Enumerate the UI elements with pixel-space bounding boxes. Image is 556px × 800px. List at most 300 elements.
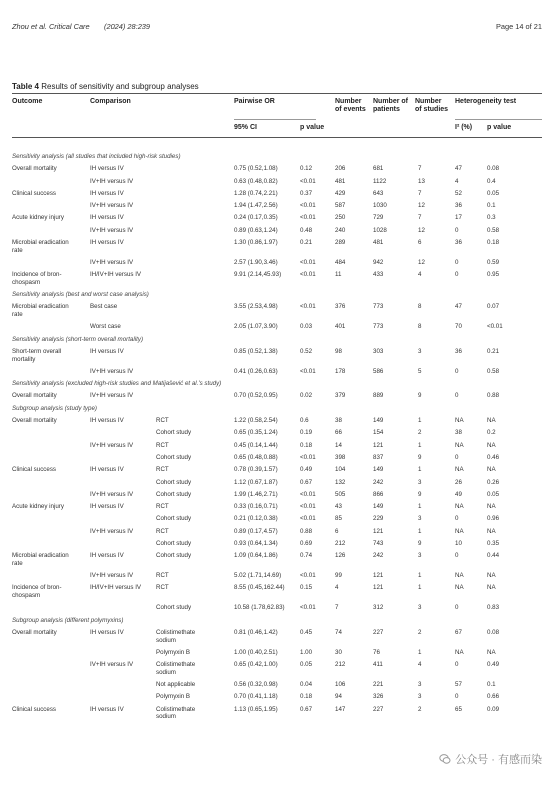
table-row (12, 323, 542, 335)
ci-cell: 9.91 (2.14,45.93) (234, 271, 282, 279)
table-row (12, 661, 542, 681)
col-outcome: Outcome (12, 98, 43, 105)
patients-cell: 837 (373, 453, 384, 461)
events-cell: 289 (335, 239, 346, 247)
patients-cell: 743 (373, 539, 384, 547)
patients-cell: 121 (373, 572, 384, 580)
table-row (12, 479, 542, 491)
comparison-cell: IH versus IV (90, 705, 124, 713)
section-label: Sensitivity analysis (excluded high-risk studies and Matijašević et al.'s study) (12, 380, 222, 388)
pvalue-cell: 0.74 (300, 552, 313, 560)
comparison-cell: Worst case (90, 323, 121, 331)
i2-cell: 70 (455, 323, 462, 331)
pvalue-cell: 0.6 (300, 417, 309, 425)
patients-cell: 433 (373, 271, 384, 279)
pairwise-subrule (234, 119, 316, 120)
table-row (12, 552, 542, 572)
pvalue-cell: 0.45 (300, 628, 313, 636)
studies-cell: 1 (418, 503, 422, 511)
patients-cell: 942 (373, 258, 384, 266)
patients-cell: 866 (373, 490, 384, 498)
het-pvalue-cell: 0.88 (487, 392, 500, 400)
comparison-cell: IV+IH versus IV (90, 490, 134, 498)
ci-cell: 10.58 (1.78,62.83) (234, 604, 285, 612)
table-row (12, 491, 542, 503)
i2-cell: NA (455, 572, 464, 580)
outcome-cell: Short-term overall mortality (12, 347, 62, 363)
table-header-rule (12, 137, 542, 138)
ci-cell: 1.94 (1.47,2.56) (234, 202, 278, 210)
table-row (12, 227, 542, 239)
studies-cell: 1 (418, 527, 422, 535)
subgroup-cell: RCT (156, 441, 169, 449)
ci-cell: 0.75 (0.52,1.08) (234, 165, 278, 173)
ci-cell: 0.85 (0.52,1.38) (234, 347, 278, 355)
page-header (12, 22, 542, 34)
studies-cell: 3 (418, 515, 422, 523)
heterogeneity-subrule (455, 119, 542, 120)
pvalue-cell: 0.37 (300, 189, 313, 197)
table-row (12, 681, 542, 693)
table-row (12, 706, 542, 726)
comparison-cell: IH versus IV (90, 552, 124, 560)
section-row (12, 380, 542, 392)
i2-cell: NA (455, 527, 464, 535)
subgroup-cell: Cohort study (156, 515, 192, 523)
i2-cell: 36 (455, 239, 462, 247)
ci-cell: 1.99 (1.46,2.71) (234, 490, 278, 498)
i2-cell: NA (455, 584, 464, 592)
patients-cell: 326 (373, 693, 384, 701)
het-pvalue-cell: 0.96 (487, 515, 500, 523)
patients-cell: 154 (373, 429, 384, 437)
events-cell: 14 (335, 441, 342, 449)
events-cell: 587 (335, 202, 346, 210)
het-pvalue-cell: 0.58 (487, 367, 500, 375)
het-pvalue-cell: NA (487, 527, 496, 535)
section-row (12, 153, 542, 165)
subgroup-cell: Cohort study (156, 490, 192, 498)
section-label: Subgroup analysis (study type) (12, 404, 97, 412)
studies-cell: 9 (418, 490, 422, 498)
section-row (12, 617, 542, 629)
subgroup-cell: Colistimethate sodium (156, 705, 196, 721)
het-pvalue-cell: NA (487, 572, 496, 580)
subgroup-cell: RCT (156, 417, 169, 425)
comparison-cell: IV+IH versus IV (90, 177, 134, 185)
table-row (12, 466, 542, 478)
studies-cell: 3 (418, 347, 422, 355)
events-cell: 240 (335, 226, 346, 234)
i2-cell: NA (455, 503, 464, 511)
events-cell: 250 (335, 214, 346, 222)
table-row (12, 649, 542, 661)
studies-cell: 3 (418, 604, 422, 612)
table-row (12, 239, 542, 259)
i2-cell: 38 (455, 429, 462, 437)
table-row (12, 454, 542, 466)
subgroup-cell: RCT (156, 527, 169, 535)
pvalue-cell: <0.01 (300, 202, 316, 210)
comparison-cell: Best case (90, 303, 118, 311)
het-pvalue-cell: 0.66 (487, 693, 500, 701)
subgroup-cell: Cohort study (156, 453, 192, 461)
subgroup-cell: Not applicable (156, 681, 196, 689)
studies-cell: 12 (418, 226, 425, 234)
i2-cell: 67 (455, 628, 462, 636)
het-pvalue-cell: NA (487, 417, 496, 425)
pvalue-cell: 0.05 (300, 661, 313, 669)
ci-cell: 2.05 (1.07,3.90) (234, 323, 278, 331)
ci-cell: 0.21 (0.12,0.38) (234, 515, 278, 523)
patients-cell: 1122 (373, 177, 387, 185)
events-cell: 505 (335, 490, 346, 498)
i2-cell: 47 (455, 165, 462, 173)
studies-cell: 8 (418, 323, 422, 331)
events-cell: 212 (335, 539, 346, 547)
events-cell: 376 (335, 303, 346, 311)
results-table (12, 153, 542, 726)
events-cell: 66 (335, 429, 342, 437)
patients-cell: 303 (373, 347, 384, 355)
i2-cell: 65 (455, 705, 462, 713)
col-heterogeneity: Heterogeneity test (455, 98, 517, 105)
section-row (12, 291, 542, 303)
het-pvalue-cell: 0.05 (487, 490, 500, 498)
subgroup-cell: RCT (156, 466, 169, 474)
events-cell: 99 (335, 572, 342, 580)
table-row (12, 202, 542, 214)
table-row (12, 540, 542, 552)
patients-cell: 312 (373, 604, 384, 612)
table-row (12, 515, 542, 527)
journal-name: Zhou et al. Critical Care (12, 22, 90, 31)
het-pvalue-cell: NA (487, 648, 496, 656)
table-row (12, 165, 542, 177)
pvalue-cell: <0.01 (300, 177, 316, 185)
section-label: Sensitivity analysis (best and worst case analysis) (12, 291, 149, 299)
studies-cell: 7 (418, 214, 422, 222)
het-pvalue-cell: 0.2 (487, 429, 496, 437)
i2-cell: 47 (455, 303, 462, 311)
events-cell: 38 (335, 417, 342, 425)
ci-cell: 3.55 (2.53,4.98) (234, 303, 278, 311)
pvalue-cell: <0.01 (300, 490, 316, 498)
table-row (12, 528, 542, 540)
patients-cell: 221 (373, 681, 384, 689)
studies-cell: 1 (418, 584, 422, 592)
studies-cell: 5 (418, 367, 422, 375)
studies-cell: 3 (418, 681, 422, 689)
subgroup-cell: Cohort study (156, 552, 192, 560)
i2-cell: 0 (455, 258, 459, 266)
table-row (12, 429, 542, 441)
events-cell: 401 (335, 323, 346, 331)
pvalue-cell: <0.01 (300, 367, 316, 375)
pvalue-cell: <0.01 (300, 258, 316, 266)
ci-cell: 0.56 (0.32,0.98) (234, 681, 278, 689)
i2-cell: 26 (455, 478, 462, 486)
i2-cell: 36 (455, 202, 462, 210)
comparison-cell: IH versus IV (90, 503, 124, 511)
events-cell: 74 (335, 628, 342, 636)
table-row (12, 259, 542, 271)
table-row (12, 584, 542, 604)
table-row (12, 503, 542, 515)
pvalue-cell: 0.49 (300, 466, 313, 474)
outcome-cell: Microbial eradication rate (12, 303, 69, 319)
comparison-cell: IH versus IV (90, 214, 124, 222)
pvalue-cell: 0.67 (300, 705, 313, 713)
studies-cell: 9 (418, 392, 422, 400)
het-pvalue-cell: 0.4 (487, 177, 496, 185)
comparison-cell: IV+IH versus IV (90, 527, 134, 535)
studies-cell: 2 (418, 705, 422, 713)
het-pvalue-cell: 0.08 (487, 165, 500, 173)
pvalue-cell: 0.03 (300, 323, 313, 331)
het-pvalue-cell: 0.46 (487, 453, 500, 461)
watermark-text: 公众号 · 有感而染 (455, 754, 542, 766)
table-row (12, 392, 542, 404)
pvalue-cell: 0.67 (300, 478, 313, 486)
het-pvalue-cell: 0.26 (487, 478, 500, 486)
section-row (12, 336, 542, 348)
events-cell: 178 (335, 367, 346, 375)
het-pvalue-cell: 0.95 (487, 271, 500, 279)
subgroup-cell: RCT (156, 503, 169, 511)
studies-cell: 2 (418, 628, 422, 636)
ci-cell: 1.00 (0.40,2.51) (234, 648, 278, 656)
subgroup-cell: RCT (156, 572, 169, 580)
ci-cell: 0.89 (0.17,4.57) (234, 527, 278, 535)
studies-cell: 9 (418, 453, 422, 461)
section-row (12, 405, 542, 417)
het-pvalue-cell: 0.05 (487, 189, 500, 197)
patients-cell: 411 (373, 661, 383, 669)
studies-cell: 1 (418, 417, 422, 425)
het-pvalue-cell: 0.59 (487, 258, 500, 266)
ci-cell: 8.55 (0.45,162.44) (234, 584, 285, 592)
comparison-cell: IH versus IV (90, 466, 124, 474)
comparison-cell: IV+IH versus IV (90, 572, 134, 580)
ci-cell: 1.22 (0.58,2.54) (234, 417, 278, 425)
table-title: Results of sensitivity and subgroup analyses (41, 82, 199, 91)
outcome-cell: Clinical success (12, 705, 57, 713)
studies-cell: 7 (418, 165, 422, 173)
table-row (12, 190, 542, 202)
events-cell: 126 (335, 552, 346, 560)
page-number: Page 14 of 21 (495, 22, 542, 31)
col-i2: I² (%) (455, 124, 473, 131)
comparison-cell: IH versus IV (90, 189, 124, 197)
studies-cell: 12 (418, 258, 425, 266)
comparison-cell: IH versus IV (90, 165, 124, 173)
patients-cell: 242 (373, 552, 384, 560)
ci-cell: 0.41 (0.26,0.63) (234, 367, 278, 375)
section-label: Sensitivity analysis (short-term overall mortality) (12, 335, 144, 343)
col-het-pvalue: p value (487, 124, 512, 131)
events-cell: 94 (335, 693, 342, 701)
pvalue-cell: <0.01 (300, 572, 316, 580)
subgroup-cell: Colistimethate sodium (156, 661, 196, 676)
i2-cell: 17 (455, 214, 462, 222)
table-row (12, 442, 542, 454)
outcome-cell: Overall mortality (12, 628, 57, 636)
het-pvalue-cell: 0.08 (487, 628, 500, 636)
events-cell: 147 (335, 705, 346, 713)
patients-cell: 227 (373, 628, 384, 636)
comparison-cell: IV+IH versus IV (90, 661, 134, 669)
pvalue-cell: 0.04 (300, 681, 313, 689)
events-cell: 6 (335, 527, 339, 535)
comparison-cell: IH versus IV (90, 417, 124, 425)
watermark (439, 752, 542, 766)
comparison-cell: IV+IH versus IV (90, 441, 134, 449)
table-row (12, 303, 542, 323)
events-cell: 429 (335, 189, 346, 197)
pvalue-cell: 0.18 (300, 441, 313, 449)
comparison-cell: IH/IV+IH versus IV (90, 271, 142, 279)
comparison-cell: IV+IH versus IV (90, 202, 134, 210)
het-pvalue-cell: 0.44 (487, 552, 500, 560)
ci-cell: 0.24 (0.17,0.35) (234, 214, 278, 222)
patients-cell: 229 (373, 515, 384, 523)
comparison-cell: IV+IH versus IV (90, 367, 134, 375)
col-events: Number of events (335, 98, 366, 113)
het-pvalue-cell: 0.35 (487, 539, 500, 547)
i2-cell: NA (455, 441, 464, 449)
i2-cell: 0 (455, 271, 459, 279)
pvalue-cell: 1.00 (300, 648, 313, 656)
studies-cell: 13 (418, 177, 425, 185)
col-studies: Number of studies (415, 98, 449, 113)
table-row (12, 417, 542, 429)
het-pvalue-cell: 0.1 (487, 681, 496, 689)
table-top-rule (12, 93, 542, 94)
i2-cell: 57 (455, 681, 462, 689)
i2-cell: 0 (455, 515, 459, 523)
ci-cell: 0.81 (0.46,1.42) (234, 628, 278, 636)
table-row (12, 214, 542, 226)
ci-cell: 0.93 (0.64,1.34) (234, 539, 278, 547)
events-cell: 206 (335, 165, 346, 173)
patients-cell: 729 (373, 214, 384, 222)
i2-cell: 0 (455, 604, 459, 612)
comparison-cell: IV+IH versus IV (90, 392, 134, 400)
i2-cell: NA (455, 417, 464, 425)
het-pvalue-cell: 0.58 (487, 226, 500, 234)
ci-cell: 0.70 (0.41,1.18) (234, 693, 278, 701)
events-cell: 11 (335, 271, 342, 279)
het-pvalue-cell: NA (487, 503, 496, 511)
i2-cell: 0 (455, 693, 459, 701)
pvalue-cell: <0.01 (300, 214, 316, 222)
patients-cell: 121 (373, 584, 384, 592)
ci-cell: 0.70 (0.52,0.95) (234, 392, 278, 400)
pvalue-cell: 0.02 (300, 392, 313, 400)
i2-cell: 0 (455, 367, 459, 375)
pvalue-cell: <0.01 (300, 271, 316, 279)
studies-cell: 9 (418, 539, 422, 547)
outcome-cell: Acute kidney injury (12, 214, 64, 222)
ci-cell: 0.65 (0.48,0.88) (234, 453, 278, 461)
col-patients: Number of patients (373, 98, 408, 113)
table-row (12, 348, 542, 368)
i2-cell: NA (455, 648, 464, 656)
journal-citation: (2024) 28:239 (104, 22, 151, 31)
wechat-icon (439, 753, 451, 765)
ci-cell: 1.30 (0.86,1.97) (234, 239, 278, 247)
studies-cell: 2 (418, 429, 422, 437)
ci-cell: 1.12 (0.67,1.87) (234, 478, 278, 486)
table-row (12, 629, 542, 649)
subgroup-cell: RCT (156, 584, 169, 592)
het-pvalue-cell: 0.18 (487, 239, 500, 247)
i2-cell: 0 (455, 552, 459, 560)
patients-cell: 149 (373, 503, 384, 511)
patients-cell: 643 (373, 189, 384, 197)
patients-cell: 76 (373, 648, 380, 656)
i2-cell: 36 (455, 347, 462, 355)
comparison-cell: IH versus IV (90, 347, 124, 355)
outcome-cell: Clinical success (12, 466, 57, 474)
ci-cell: 0.63 (0.48,0.82) (234, 177, 278, 185)
section-label: Subgroup analysis (different polymyxins) (12, 616, 124, 624)
het-pvalue-cell: 0.3 (487, 214, 496, 222)
pvalue-cell: 0.19 (300, 429, 313, 437)
ci-cell: 5.02 (1.71,14.69) (234, 572, 282, 580)
patients-cell: 121 (373, 527, 384, 535)
studies-cell: 3 (418, 552, 422, 560)
subgroup-cell: Colistimethate sodium (156, 628, 196, 644)
outcome-cell: Incidence of bron- chospasm (12, 584, 62, 600)
table-row (12, 271, 542, 291)
studies-cell: 3 (418, 478, 422, 486)
i2-cell: 52 (455, 189, 462, 197)
studies-cell: 4 (418, 271, 422, 279)
patients-cell: 1028 (373, 226, 387, 234)
events-cell: 30 (335, 648, 342, 656)
subgroup-cell: Cohort study (156, 429, 192, 437)
col-95ci: 95% CI (234, 124, 257, 131)
events-cell: 104 (335, 466, 346, 474)
pvalue-cell: <0.01 (300, 453, 316, 461)
col-pairwise-or: Pairwise OR (234, 98, 275, 105)
ci-cell: 0.65 (0.42,1.00) (234, 661, 278, 669)
het-pvalue-cell: 0.49 (487, 661, 500, 669)
pvalue-cell: 0.12 (300, 165, 313, 173)
outcome-cell: Overall mortality (12, 165, 57, 173)
studies-cell: 6 (418, 239, 422, 247)
het-pvalue-cell: 0.1 (487, 202, 496, 210)
subgroup-cell: Polymyxin B (156, 648, 191, 656)
table-row (12, 693, 542, 705)
i2-cell: 0 (455, 661, 459, 669)
patients-cell: 1030 (373, 202, 387, 210)
events-cell: 379 (335, 392, 346, 400)
patients-cell: 149 (373, 417, 384, 425)
col-pvalue: p value (300, 124, 325, 131)
i2-cell: 10 (455, 539, 462, 547)
het-pvalue-cell: NA (487, 466, 496, 474)
events-cell: 7 (335, 604, 339, 612)
outcome-cell: Clinical success (12, 189, 57, 197)
comparison-cell: IV+IH versus IV (90, 258, 134, 266)
i2-cell: 49 (455, 490, 462, 498)
pvalue-cell: <0.01 (300, 303, 316, 311)
comparison-cell: IH/IV+IH versus IV (90, 584, 142, 592)
studies-cell: 1 (418, 441, 422, 449)
